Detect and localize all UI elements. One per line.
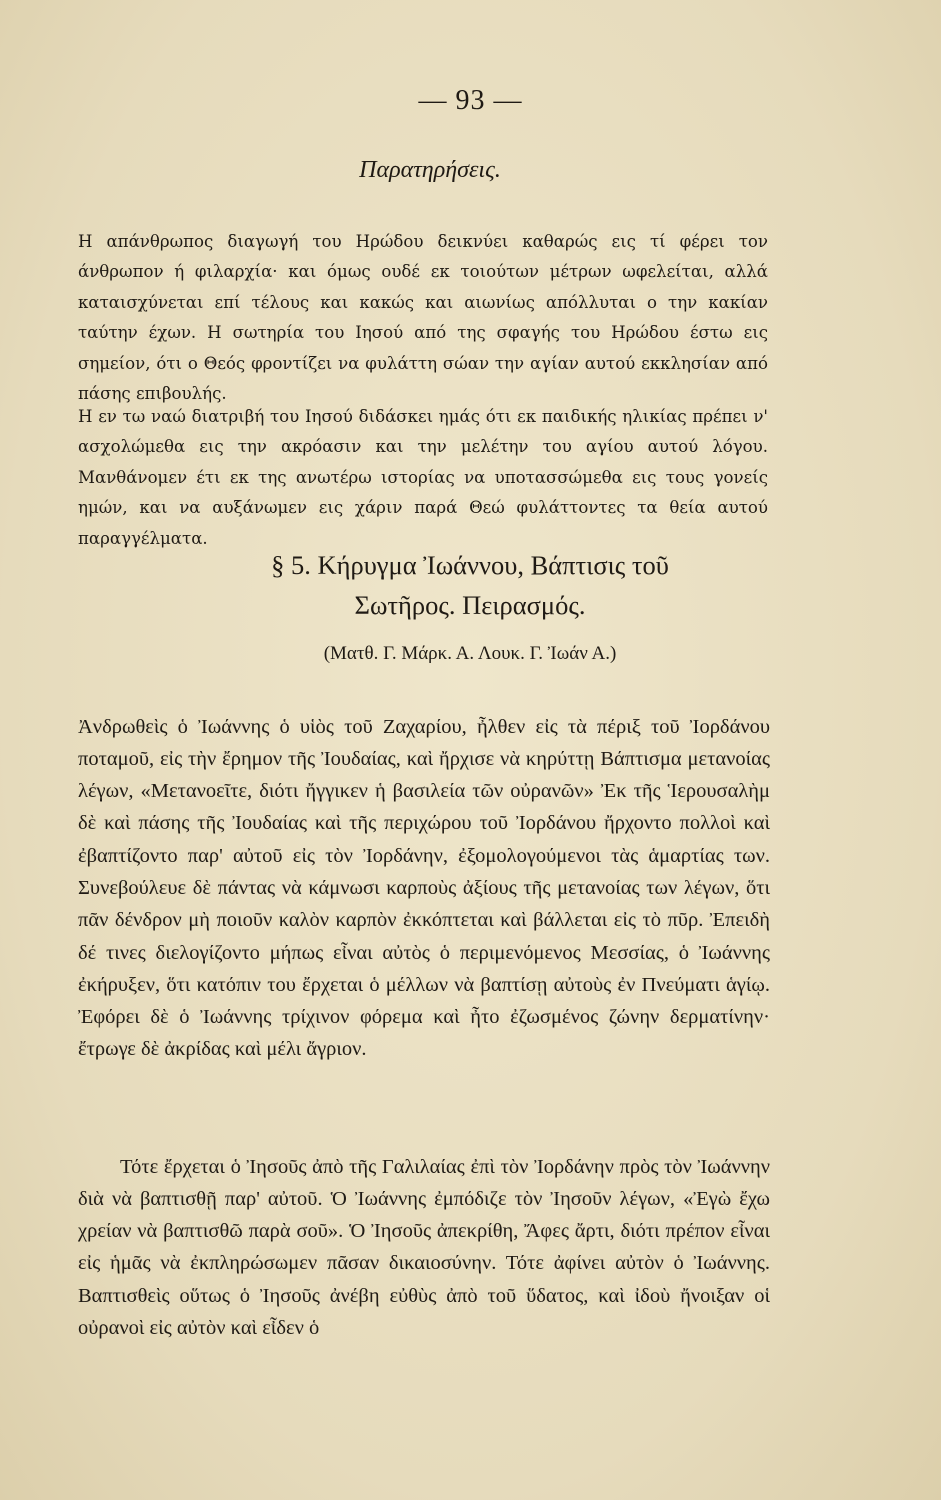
body-paragraph: Τότε ἔρχεται ὁ Ἰησοῦς ἀπὸ τῆς Γαλιλαίας ἐπὶ τὸν Ἰορδάνην πρὸς τὸν Ἰωάννην διὰ νὰ βαπτισθῇ παρ' αὐτοῦ. Ὁ Ἰωάννης ἐμπόδιζε τὸν Ἰησοῦν λέγων, «Ἐγὼ ἔχω χρείαν νὰ βαπτισθῶ παρὰ σοῦ». Ὁ Ἰησοῦς ἀπεκρίθη, Ἄφες ἄρτι, διότι πρέπον εἶναι εἰς ἡμᾶς νὰ ἐκπληρώσωμεν πᾶσαν δικαιοσύνην. Τότε ἀφίνει αὐτὸν ὁ Ἰωάννης. Βαπτισθεὶς οὕτως ὁ Ἰησοῦς ἀνέβη εὐθὺς ἀπὸ τοῦ ὕδατος, καὶ ἰδοὺ ἤνοιξαν οἱ οὐρανοὶ εἰς αὐτὸν καὶ εἶδεν ὁ [78,1155,770,1339]
section-title [70,545,870,625]
observations-heading: Παρατηρήσεις. [359,157,501,183]
scripture-references: (Ματθ. Γ. Μάρκ. Α. Λουκ. Γ. Ἰωάν Α.) [323,643,617,664]
observation-paragraph: Η απάνθρωπος διαγωγή του Ηρώδου δεικνύει καθαρώς εις τί φέρει τον άνθρωπον ή φιλαρχία· και όμως ουδέ εκ τοιούτων μέτρων ωφελείται, αλλά καταισχύνεται επί τέλους και κακώς και αιωνίως απόλλυται ο την κακίαν ταύτην έχων. Η σωτηρία του Ιησού από της σφαγής του Ηρώδου έστω εις σημείον, ότι ο Θεός φροντίζει να φυλάττη σώαν την αγίαν αυτού εκκλησίαν από πάσης επιβουλής. [78,231,768,404]
section-title-line: Σωτῆρος. Πειρασμός. [354,590,586,620]
observation-paragraph: Η εν τω ναώ διατριβή του Ιησού διδάσκει ημάς ότι εκ παιδικής ηλικίας πρέπει ν' ασχολώμεθα εις την ακρόασιν και την μελέτην του αγίου αυτού λόγου. Μανθάνομεν έτι εκ της ανωτέρω ιστορίας να υποτασσώμεθα εις τους γονείς ημών, και να αυξάνωμεν εις χάριν παρά Θεώ φυλάττοντες τα θεία αυτού παραγγέλματα. [78,406,768,548]
page-number: — 93 — [418,85,523,116]
body-paragraph: Ἀνδρωθεὶς ὁ Ἰωάννης ὁ υἱὸς τοῦ Ζαχαρίου, ἦλθεν εἰς τὰ πέριξ τοῦ Ἰορδάνου ποταμοῦ, εἰς τὴν ἔρημον τῆς Ἰουδαίας, καὶ ἤρχισε νὰ κηρύττῃ Βάπτισμα μετανοίας λέγων, «Μετανοεῖτε, διότι ἤγγικεν ἡ βασιλεία τῶν οὐρανῶν» Ἐκ τῆς Ἱερουσαλὴμ δὲ καὶ πάσης τῆς Ἰουδαίας καὶ τῆς περιχώρου τοῦ Ἰορδάνου ἤρχοντο πολλοὶ καὶ ἐβαπτίζοντο παρ' αὐτοῦ εἰς τὸν Ἰορδάνην, ἐξομολογούμενοι τὰς ἁμαρτίας των. Συνεβούλευε δὲ πάντας νὰ κάμνωσι καρποὺς ἀξίους τῆς μετανοίας των λέγων, ὅτι πᾶν δένδρον μὴ ποιοῦν καλὸν καρπὸν ἐκκόπτεται καὶ βάλλεται εἰς τὸ πῦρ. Ἐπειδὴ δέ τινες διελογίζοντο μήπως εἶναι αὐτὸς ὁ περιμενόμενος Μεσσίας, ὁ Ἰωάννης ἐκήρυξεν, ὅτι κατόπιν του ἔρχεται ὁ μέλλων νὰ βαπτίσῃ αὐτοὺς ἐν Πνεύματι ἁγίῳ. Ἐφόρει δὲ ὁ Ἰωάννης τρίχινον φόρεμα καὶ ἦτο ἐζωσμένος ζώνην δερματίνην· ἔτρωγε δὲ ἀκρίδας καὶ μέλι ἄγριον. [78,715,770,1061]
section-title-line: § 5. Κήρυγμα Ἰωάννου, Βάπτισις τοῦ [271,550,669,580]
